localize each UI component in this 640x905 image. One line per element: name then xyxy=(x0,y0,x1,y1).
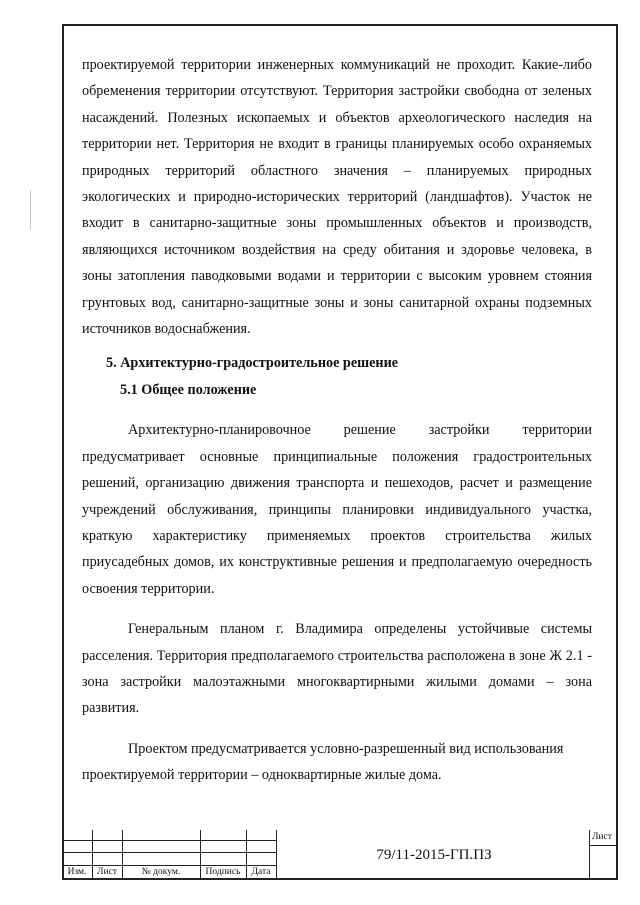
label-signature: Подпись xyxy=(205,867,241,877)
label-list: Лист xyxy=(97,867,117,877)
paragraph-2: Архитектурно-планировочное решение застройки территории предусматривает основные принципиальные положения градостроительных решений, организацию движения транспорта и пешеходов, расчет и размещение учреждений обслуживания, принципы планировки индивидуального участка, краткую характеристику применяемых проектов строительства жилых приусадебных домов, их конструктивные решения и предполагаемую очередность освоения территории. xyxy=(82,422,592,597)
paragraph-3: Генеральным планом г. Владимира определены устойчивые системы расселения. Территория предполагаемого строительства расположена в зоне Ж 2.1 - зона застройки малоэтажными многоквартирными жилыми домами – зона развития. xyxy=(82,621,592,717)
section-heading: 5. Архитектурно-градостроительное решение xyxy=(106,355,399,372)
paragraph-1: проектируемой территории инженерных коммуникаций не проходит. Какие-либо обременения территории отсутствуют. Территория застройки свободна от зеленых насаждений. Полезных ископаемых и объектов археологического наследия на территории нет. Территория не входит в границы планируемых особо охраняемых природных территорий областного значения – планируемых природных экологических и природно-исторических территорий (ландшафтов). Участок не входит в санитарно-защитные зоны промышленных объектов и производств, являющихся источником воздействия на среду обитания и здоровье человека, в зоны затопления паводковыми водами и территории с высоким уровнем стояния грунтовых вод, санитарно-защитные зоны и зоны санитарной охраны подземных источников водоснабжения. xyxy=(82,57,592,338)
label-doc-number: № докум. xyxy=(141,867,181,877)
paragraph-4: Проектом предусматривается условно-разрешенный вид использования проектируемой территории – одноквартирные жилые дома. xyxy=(82,740,564,784)
title-block-labels xyxy=(62,865,276,880)
document-code: 79/11-2015-ГП.ПЗ xyxy=(376,846,492,863)
label-izm: Изм. xyxy=(67,867,87,877)
scan-margin-mark xyxy=(30,190,31,230)
sheet-label: Лист xyxy=(592,832,612,842)
title-block xyxy=(62,830,618,880)
subsection-heading: 5.1 Общее положение xyxy=(120,381,257,398)
label-date: Дата xyxy=(251,867,271,877)
grid-line xyxy=(62,852,276,853)
grid-line xyxy=(62,840,276,841)
document-body xyxy=(82,52,592,789)
sheet-divider xyxy=(590,845,618,846)
sheet-number-box xyxy=(589,830,618,880)
